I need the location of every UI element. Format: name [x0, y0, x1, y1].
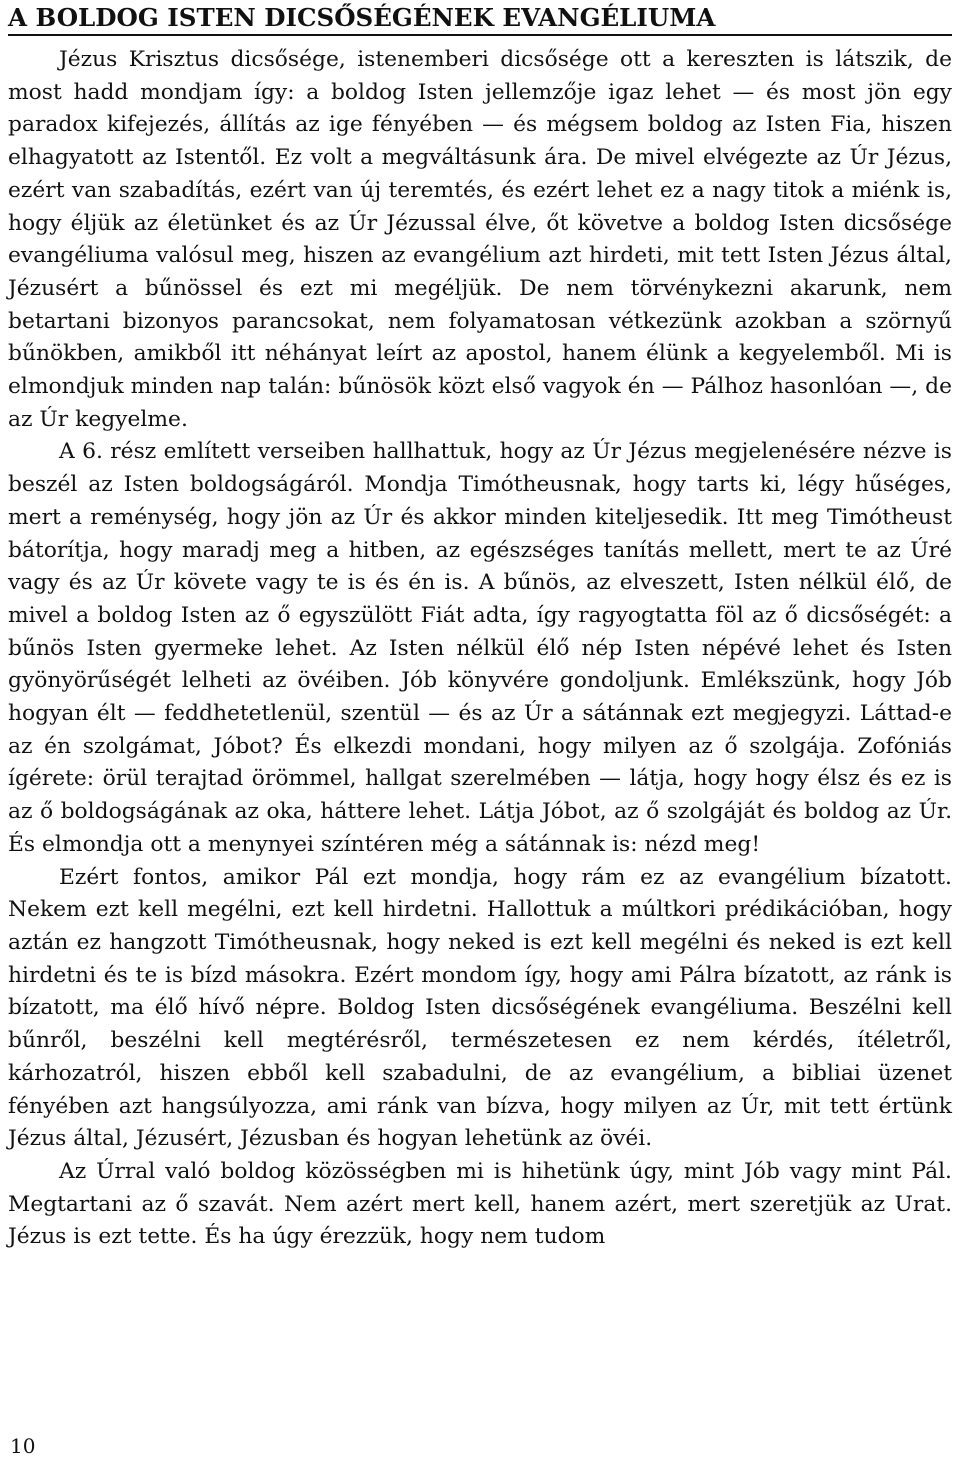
page-number: 10 [10, 1434, 36, 1458]
paragraph: A 6. rész említett verseiben hallhattuk, hogy az Úr Jézus megjelenésére nézve is beszél az Isten boldogságáról. Mondja Timótheusnak, hogy tarts ki, légy hűséges, mert a reménység, hogy jön az Úr és akkor minden kiteljesedik. Itt meg Timótheust bátorítja, hogy maradj meg a hitben, az egészséges tanítás mellett, mert te az Úré vagy és az Úr követe vagy te is és én is. A bűnös, az elveszett, Isten nélkül élő, de mivel a boldog Isten az ő egyszülött Fiát adta, így ragyogtatta föl az ő dicsőségét: a bűnös Isten gyermeke lehet. Az Isten nélkül élő nép Isten népévé lehet és Isten gyönyörűségét lelheti az övéiben. Jób könyvére gondoljunk. Emlékszünk, hogy Jób hogyan élt — feddhetetlenül, szentül — és az Úr a sátánnak ezt megjegyzi. Láttad-e az én szolgámat, Jóbot? És elkezdi mondani, hogy milyen az ő szolgája. Zofóniás ígérete: örül terajtad örömmel, hallgat szerelmében — látja, hogy hogy élsz és ez is az ő boldogságának az oka, háttere lehet. Látja Jóbot, az ő szolgáját és boldog az Úr. És elmondja ott a menynyei színtéren még a sátánnak is: nézd meg! [8, 439, 952, 857]
paragraph: Ezért fontos, amikor Pál ezt mondja, hogy rám ez az evangélium bízatott. Nekem ezt kell megélni, ezt kell hirdetni. Hallottuk a múltkori prédikációban, hogy aztán ez hangzott Timótheusnak, hogy neked is ezt kell megélni és neked is ezt kell hirdetni és te is bízd másokra. Ezért mondom így, hogy ami Pálra bízatott, az ránk is bízatott, ma élő hívő népre. Boldog Isten dicsőségének evangéliuma. Beszélni kell bűnről, beszélni kell megtérésről, természetesen ez nem kérdés, ítéletről, kárhozatról, hiszen ebből kell szabadulni, de az evangélium, a bibliai üzenet fényében azt hangsúlyozza, ami ránk van bízva, hogy milyen az Úr, mit tett értünk Jézus által, Jézusért, Jézusban és hogyan lehetünk az övéi. [8, 864, 952, 1152]
paragraph: Az Úrral való boldog közösségben mi is hihetünk úgy, mint Jób vagy mint Pál. Megtartani az ő szavát. Nem azért mert kell, hanem azért, mert szeretjük az Urat. Jézus is ezt tette. És ha úgy érezzük, hogy nem tudom [8, 1158, 952, 1250]
body-text [8, 44, 952, 1254]
page-title: A BOLDOG ISTEN DICSŐSÉGÉNEK EVANGÉLIUMA [8, 3, 716, 32]
header-rule [8, 34, 952, 36]
paragraph: Jézus Krisztus dicsősége, istenemberi dicsősége ott a kereszten is látszik, de most hadd mondjam így: a boldog Isten jellemzője igaz lehet — és most jön egy paradox kifejezés, állítás az ige fényében — és mégsem boldog az Isten Fia, hiszen elhagyatott az Istentől. Ez volt a megváltásunk ára. De mivel elvégezte az Úr Jézus, ezért van szabadítás, ezért van új teremtés, és ezért lehet ez a nagy titok a miénk is, hogy éljük az életünket és az Úr Jézussal élve, őt követve a boldog Isten dicsősége evangéliuma valósul meg, hiszen az evangélium azt hirdeti, mit tett Isten Jézus által, Jézusért a bűnössel és ezt mi megéljük. De nem törvénykezni akarunk, nem betartani bizonyos parancsokat, nem folyamatosan vétkezünk azokban a szörnyű bűnökben, amikből itt néhányat leírt az apostol, hanem élünk a kegyelemből. Mi is elmondjuk minden nap talán: bűnösök közt első vagyok én — Pálhoz hasonlóan —, de az Úr kegyelme. [8, 47, 952, 432]
